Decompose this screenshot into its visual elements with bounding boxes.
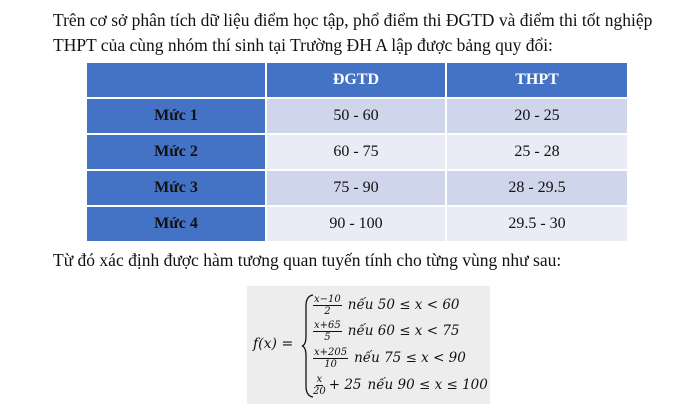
dgtd-cell: 90 - 100 bbox=[267, 207, 447, 243]
table-header-row bbox=[87, 63, 629, 99]
case-condition: nếu 90 ≤ x ≤ 100 bbox=[367, 377, 488, 393]
formula-case bbox=[313, 318, 460, 344]
thpt-cell: 20 - 25 bbox=[447, 99, 629, 135]
fraction bbox=[313, 294, 342, 317]
dgtd-cell: 60 - 75 bbox=[267, 135, 447, 171]
header-empty bbox=[87, 63, 267, 99]
denominator: 10 bbox=[324, 358, 337, 370]
case-condition: nếu 50 ≤ x < 60 bbox=[347, 297, 460, 313]
denominator: 2 bbox=[324, 305, 331, 317]
numerator: x+205 bbox=[314, 346, 348, 358]
row-label: Mức 3 bbox=[87, 171, 267, 207]
intro-paragraph: Trên cơ sở phân tích dữ liệu điểm học tập, phổ điểm thi ĐGTD và điểm thi tốt nghiệp THPT của cùng nhóm thí sinh tại Trường ĐH A lập được bảng quy đổi: bbox=[53, 10, 653, 55]
row-label: Mức 4 bbox=[87, 207, 267, 243]
piecewise-formula bbox=[247, 286, 490, 404]
row-label: Mức 2 bbox=[87, 135, 267, 171]
dgtd-cell: 75 - 90 bbox=[267, 171, 447, 207]
denominator: 20 bbox=[313, 385, 326, 397]
case-condition: nếu 75 ≤ x < 90 bbox=[354, 350, 466, 366]
case-constant: + 25 bbox=[328, 377, 362, 393]
formula-case bbox=[313, 292, 460, 318]
table-row bbox=[87, 135, 629, 171]
formula-lhs: f(x) = bbox=[253, 336, 294, 352]
numerator: x bbox=[316, 373, 323, 385]
header-dgtd: ĐGTD bbox=[267, 63, 447, 99]
fraction bbox=[313, 347, 348, 370]
row-label: Mức 1 bbox=[87, 99, 267, 135]
header-thpt: THPT bbox=[447, 63, 629, 99]
case-condition: nếu 60 ≤ x < 75 bbox=[347, 323, 460, 339]
conversion-table bbox=[87, 63, 629, 243]
numerator: x+65 bbox=[314, 319, 341, 331]
dgtd-cell: 50 - 60 bbox=[267, 99, 447, 135]
thpt-cell: 28 - 29.5 bbox=[447, 171, 629, 207]
lead-sentence: Từ đó xác định được hàm tương quan tuyến tính cho từng vùng như sau: bbox=[53, 250, 562, 270]
table-row bbox=[87, 207, 629, 243]
thpt-cell: 25 - 28 bbox=[447, 135, 629, 171]
table-row bbox=[87, 99, 629, 135]
thpt-cell: 29.5 - 30 bbox=[447, 207, 629, 243]
formula-case bbox=[313, 372, 488, 398]
fraction bbox=[313, 320, 342, 343]
denominator: 5 bbox=[324, 331, 331, 343]
numerator: x−10 bbox=[314, 293, 341, 305]
formula-case bbox=[313, 345, 466, 371]
fraction bbox=[313, 374, 326, 397]
table-row bbox=[87, 171, 629, 207]
